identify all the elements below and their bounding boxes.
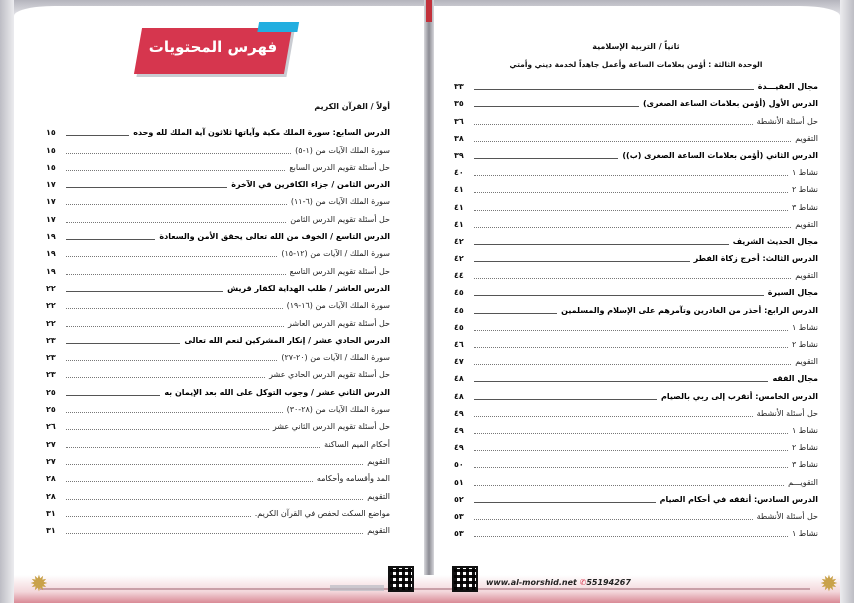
toc-entry[interactable] [46,208,390,225]
toc-entry-title: حل أسئلة الأنشطة [756,116,818,126]
toc-entry-title: الدرس الأول (أؤمن بعلامات الساعة الصغرى) [643,99,818,109]
toc-entry-title: مجال العقيـــدة [757,82,818,92]
toc-entry[interactable] [454,179,818,196]
toc-page-number: ٣٣ [454,82,464,92]
toc-entry[interactable] [454,437,818,454]
dot-leader [66,204,287,205]
toc-entry[interactable] [454,506,818,523]
toc-entry-title: التقويم [367,491,390,501]
dot-leader [474,519,753,520]
toc-page-number: ٢٧ [46,456,56,466]
toc-page-number: ٤٨ [454,391,464,401]
toc-entry[interactable] [454,76,818,93]
toc-page-number: ٤٥ [454,322,464,332]
spine-bookmark [426,0,432,22]
toc-entry[interactable] [454,214,818,231]
toc-page-number: ٢٧ [46,439,56,449]
toc-entry[interactable] [454,385,818,402]
toc-entry-title: الدرس الرابع: أحذر من الغادرين وتآمرهم على الإسلام والمسلمين [561,305,818,315]
banner-accent [257,22,299,32]
dot-leader [474,467,788,468]
toc-entry[interactable] [46,260,390,277]
toc-entry-title: نشاط ٢ [791,340,818,349]
dot-leader [474,399,657,400]
toc-entry-title: الدرس الثاني (أؤمن بعلامات الساعة الصغرى (ب)) [622,150,818,160]
footer-caption-bar [330,585,384,591]
toc-entry-title: الدرس الخامس: أتقرب إلى ربي بالصيام [660,391,818,401]
toc-page-number: ٤٦ [454,340,464,349]
toc-page-number: ٢٢ [46,318,56,328]
toc-entry[interactable] [46,174,390,191]
dot-leader [474,433,788,434]
dot-leader [474,124,753,125]
toc-entry[interactable] [454,523,818,540]
dot-leader [474,502,656,503]
toc-entry[interactable] [454,110,818,127]
toc-entry[interactable] [454,128,818,145]
qr-code-icon[interactable] [452,566,478,592]
dot-leader [66,464,363,465]
dot-leader [66,481,313,482]
dot-leader [66,274,286,275]
toc-page-number: ٤٤ [454,271,464,281]
page-title: فهرس المحتويات [148,38,278,56]
toc-entry-title: الدرس الحادي عشر / إنكار المشركين لنعم الله تعالى [184,335,390,345]
toc-page-number: ١٥ [46,145,56,155]
toc-page-number: ٢٣ [46,353,56,363]
dot-leader [66,326,284,327]
quran-section-heading: أولاً / القرآن الكريم [314,102,390,111]
toc-page-number: ٤٢ [454,254,464,264]
dot-leader [474,330,788,331]
toc-entry-title: نشاط ٣ [791,460,818,470]
toc-page-number: ١٩ [46,249,56,259]
toc-entry[interactable] [46,416,390,433]
toc-page-number: ٤٥ [454,305,464,315]
toc-entry[interactable] [46,157,390,174]
toc-page-number: ٣١ [46,508,56,518]
toc-entry[interactable] [46,122,390,139]
toc-page-number: ٢٣ [46,335,56,345]
toc-page-number: ٢٣ [46,370,56,380]
toc-entry-title: حل أسئلة تقويم الدرس الحادي عشر [269,370,390,380]
toc-entry[interactable] [46,347,390,364]
toc-entry-title: التقويم [795,133,818,143]
toc-page-number: ٢٢ [46,301,56,311]
toc-entry-title: مجال الفقه [772,374,818,384]
toc-entry-title: أحكام الميم الساكنة [324,439,390,449]
toc-page-number: ٤١ [454,185,464,195]
book-edge-left [0,0,14,603]
toc-entry[interactable] [454,317,818,334]
dot-leader [66,291,223,292]
toc-entry[interactable] [46,139,390,156]
dot-leader [66,239,155,240]
toc-entry-title: حل أسئلة الأنشطة [756,511,818,521]
toc-entry[interactable] [454,351,818,368]
toc-page-number: ١٩ [46,232,56,242]
dot-leader [474,141,791,142]
toc-entry-title: مجال الحديث الشريف [732,236,818,246]
toc-entry-title: سورة الملك الآيات من (١٦-١٩) [286,301,390,311]
dot-leader [474,364,791,365]
toc-entry-title: الدرس السادس: أتفقه في أحكام الصيام [659,494,818,504]
islamic-education-heading: ثانياً / التربية الإسلامية [592,42,680,51]
toc-entry-title: التقويم [795,271,818,281]
toc-page-number: ٢٥ [46,387,56,397]
dot-leader [66,377,265,378]
dot-leader [66,516,251,517]
toc-page-number: ١٥ [46,128,56,138]
toc-page-number: ٣٩ [454,150,464,160]
dot-leader [474,381,768,382]
toc-entry[interactable] [46,485,390,502]
toc-entry[interactable] [454,454,818,471]
toc-entry-title: الدرس الثاني عشر / وجوب التوكل على الله بعد الإيمان به [164,387,390,397]
toc-entry-title: حل أسئلة تقويم الدرس الثاني عشر [272,422,390,432]
dot-leader [66,412,283,413]
dot-leader [474,278,791,279]
toc-entry[interactable] [454,248,818,265]
dot-leader [66,533,363,534]
toc-entry[interactable] [454,334,818,351]
dot-leader [66,499,363,500]
toc-entry-title: حل أسئلة تقويم الدرس العاشر [288,318,390,328]
dot-leader [474,313,557,314]
toc-page-number: ٤٥ [454,288,464,298]
dot-leader [474,450,788,451]
toc-entry[interactable] [46,243,390,260]
toc-entry[interactable] [46,451,390,468]
toc-entry-title: نشاط ٢ [791,443,818,453]
phone-icon: ✆ [579,578,587,587]
toc-page-number: ١٧ [46,214,56,224]
dot-leader [66,187,227,188]
toc-entry-title: حل أسئلة تقويم الدرس التاسع [289,266,390,276]
toc-entry[interactable] [46,381,390,398]
toc-entry[interactable] [454,231,818,248]
toc-entry-title: حل أسئلة تقويم الدرس السابع [289,162,390,172]
dot-leader [474,416,753,417]
toc-page-number: ٥٣ [454,511,464,521]
toc-entry-title: الدرس السابع: سورة الملك مكية وآياتها ثلاثون آية الملك لله وحده [133,128,390,138]
toc-page-number: ٢٥ [46,405,56,415]
toc-entry-title: سورة الملك / الآيات من (٢٠-٢٧) [281,353,390,363]
toc-entry-title: الدرس التاسع / الخوف من الله تعالى يحقق الأمن والسعادة [159,232,390,242]
toc-page-number: ١٥ [46,162,56,172]
dot-leader [66,256,277,257]
toc-page-number: ١٧ [46,180,56,190]
toc-page-number: ١٩ [46,266,56,276]
website-link[interactable]: www.al-morshid.net [486,578,577,587]
toc-entry[interactable] [46,468,390,485]
toc-page-number: ٤٠ [454,168,464,178]
phone-number: 55194267 [586,578,631,587]
toc-entry-title: مواضع السكت لحفص في القرآن الكريم. [254,508,390,518]
toc-entry-title: نشاط ١ [791,425,818,435]
toc-entry-title: الدرس العاشر / طلب الهداية لكفار قريش [227,283,390,293]
toc-entry[interactable] [454,299,818,316]
toc-page-number: ٥٢ [454,494,464,504]
toc-entry-title: مجال السيرة [767,288,818,298]
qr-code-icon[interactable] [388,566,414,592]
toc-entry-title: التقويـــم [788,477,818,487]
dot-leader [474,192,788,193]
dot-leader [474,227,791,228]
toc-page-number: ٢٨ [46,491,56,501]
star-ornament-icon: ✹ [29,572,49,597]
dot-leader [474,210,788,211]
toc-entry-title: التقويم [367,456,390,466]
toc-entry[interactable] [46,191,390,208]
toc-entry-title: الدرس الثامن / جزاء الكافرين في الآخرة [231,180,390,190]
toc-entry-title: التقويم [795,357,818,367]
toc-page-number: ٤٩ [454,443,464,453]
toc-page-number: ٣٥ [454,99,464,109]
toc-entry[interactable] [454,93,818,110]
toc-page-number: ٣١ [46,526,56,536]
toc-left-list [46,122,390,537]
toc-page-number: ١٧ [46,197,56,207]
toc-page-number: ٤١ [454,219,464,229]
dot-leader [66,395,160,396]
toc-entry[interactable] [454,196,818,213]
toc-entry[interactable] [454,420,818,437]
toc-page-number: ٢٨ [46,474,56,484]
toc-entry[interactable] [46,433,390,450]
toc-entry-title: سورة الملك / الآيات من (١٢-١٥) [281,249,390,259]
toc-entry-title: الدرس الثالث: أخرج زكاة الفطر [693,254,818,264]
toc-page-number: ٤٩ [454,425,464,435]
toc-entry[interactable] [454,162,818,179]
dot-leader [474,485,784,486]
toc-entry[interactable] [454,282,818,299]
toc-page-number: ٤٩ [454,408,464,418]
toc-entry-title: المد وأقسامه وأحكامه [316,474,390,484]
toc-entry[interactable] [46,364,390,381]
dot-leader [66,170,285,171]
dot-leader [474,89,754,90]
dot-leader [66,447,320,448]
toc-page-number: ٤١ [454,202,464,212]
dot-leader [474,106,639,107]
toc-entry[interactable] [454,489,818,506]
toc-entry-title: نشاط ٢ [791,185,818,195]
toc-entry-title: حل أسئلة تقويم الدرس الثامن [290,214,390,224]
star-ornament-icon: ✹ [819,572,839,597]
toc-entry-title: نشاط ١ [791,168,818,178]
toc-page-number: ٥٣ [454,529,464,539]
toc-entry-title: نشاط ١ [791,322,818,332]
dot-leader [66,360,277,361]
dot-leader [66,222,286,223]
toc-page-number: ٣٨ [454,133,464,143]
toc-page-number: ٥٠ [454,460,464,470]
dot-leader [474,175,788,176]
toc-page-number: ٢٦ [46,422,56,432]
toc-entry-title: نشاط ١ [791,529,818,539]
toc-entry[interactable] [46,226,390,243]
toc-entry[interactable] [46,295,390,312]
dot-leader [474,536,788,537]
unit-heading: الوحدة الثالثة : أؤمن بعلامات الساعة وأعمل جاهداً لخدمة ديني وأمتي [509,60,763,69]
dot-leader [474,261,690,262]
dot-leader [66,135,129,136]
toc-entry-title: التقويم [367,526,390,536]
dot-leader [474,347,788,348]
toc-page-number: ٤٢ [454,236,464,246]
toc-page-number: ٥١ [454,477,464,487]
toc-entry-title: سورة الملك الآيات من (٢٨-٣٠) [286,405,390,415]
toc-page-number: ٣٦ [454,116,464,126]
toc-entry[interactable] [454,403,818,420]
toc-entry-title: سورة الملك الآيات من (٦-١١) [290,197,390,207]
dot-leader [474,295,764,296]
toc-entry-title: سورة الملك الآيات من (١-٥) [295,145,390,155]
dot-leader [66,153,291,154]
footer-rule [40,588,810,590]
toc-entry[interactable] [46,278,390,295]
toc-page-number: ٤٨ [454,374,464,384]
toc-entry-title: التقويم [795,219,818,229]
toc-entry-title: حل أسئلة الأنشطة [756,408,818,418]
toc-entry[interactable] [454,265,818,282]
footer-url[interactable] [486,578,631,587]
toc-page-number: ٤٧ [454,357,464,367]
toc-right-list [454,76,818,540]
book-edge-right [840,0,854,603]
dot-leader [66,343,180,344]
toc-entry[interactable] [46,520,390,537]
book-spine [424,0,434,603]
toc-entry[interactable] [454,471,818,488]
toc-entry-title: نشاط ٣ [791,202,818,212]
toc-entry[interactable] [46,399,390,416]
dot-leader [66,308,283,309]
toc-page-number: ٢٢ [46,283,56,293]
toc-entry[interactable] [46,330,390,347]
dot-leader [474,158,618,159]
toc-entry[interactable] [46,312,390,329]
dot-leader [66,429,269,430]
toc-entry[interactable] [454,145,818,162]
toc-entry[interactable] [454,368,818,385]
toc-entry[interactable] [46,503,390,520]
dot-leader [474,244,729,245]
